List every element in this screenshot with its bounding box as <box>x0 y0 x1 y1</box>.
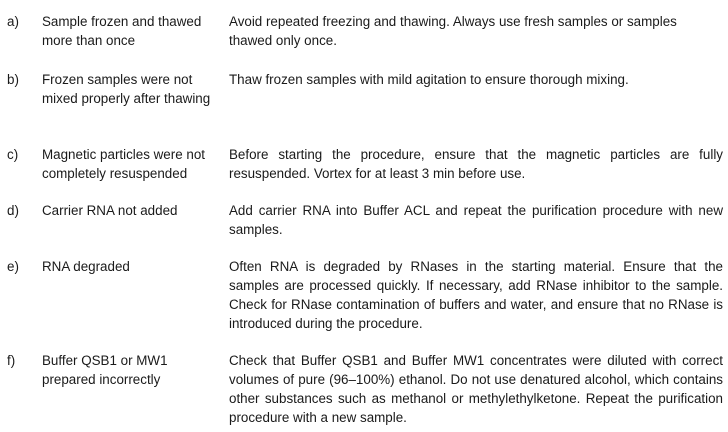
cause-text: RNA degraded <box>42 259 130 274</box>
cause-text: Sample frozen and thawed more than once <box>42 14 202 48</box>
item-marker: a) <box>7 14 19 29</box>
item-marker: b) <box>7 72 19 87</box>
solution-text: Thaw frozen samples with mild agitation to ensure thorough mixing. <box>229 72 629 87</box>
solution-text: Before starting the procedure, ensure that the magnetic particles are fully resuspended. Vortex for at least 3 min before use. <box>229 147 723 181</box>
cause-text: Carrier RNA not added <box>42 203 178 218</box>
item-marker: d) <box>7 203 19 218</box>
item-marker: c) <box>7 147 19 162</box>
cause-text: Magnetic particles were not completely resuspended <box>42 147 205 181</box>
solution-text: Check that Buffer QSB1 and Buffer MW1 concentrates were diluted with correct volumes of pure (96–100%) ethanol. Do not use denatured alcohol, which contains other substances such as methanol or methylethylketone. Repeat the purification procedure with a new sample. <box>229 353 723 425</box>
solution-text: Avoid repeated freezing and thawing. Always use fresh samples or samples thawed only once. <box>229 14 677 48</box>
cause-text: Buffer QSB1 or MW1 prepared incorrectly <box>42 353 168 387</box>
solution-text: Often RNA is degraded by RNases in the starting material. Ensure that the samples are processed quickly. If necessary, add RNase inhibitor to the sample. Check for RNase contamination of buffers and water, and ensure that no RNase is introduced during the procedure. <box>229 259 723 331</box>
item-marker: e) <box>7 259 19 274</box>
item-marker: f) <box>7 353 16 368</box>
solution-text: Add carrier RNA into Buffer ACL and repeat the purification procedure with new samples. <box>229 203 723 237</box>
cause-text: Frozen samples were not mixed properly after thawing <box>42 72 211 106</box>
